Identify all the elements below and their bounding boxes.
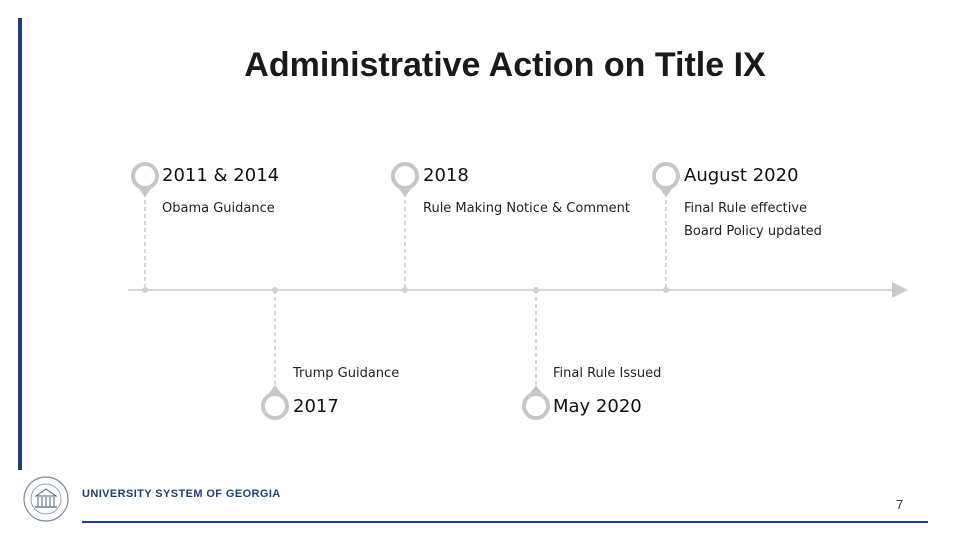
footer-divider [82, 521, 928, 523]
event-date-august-2020: August 2020 [684, 165, 799, 186]
timeline-marker-may-2020 [524, 287, 548, 418]
usg-seal-logo [14, 474, 78, 524]
event-description-2017: Trump Guidance [293, 366, 400, 381]
timeline-marker-2018 [393, 164, 417, 293]
timeline-marker-2011-2014 [133, 164, 157, 293]
event-date-2018: 2018 [423, 165, 469, 186]
slide-title: Administrative Action on Title IX [244, 46, 766, 84]
event-description-2011-2014: Obama Guidance [162, 201, 275, 216]
event-description-may-2020: Final Rule Issued [553, 366, 662, 381]
event-date-may-2020: May 2020 [553, 396, 642, 417]
page-number: 7 [896, 497, 904, 512]
event-date-2017: 2017 [293, 396, 339, 417]
event-date-2011-2014: 2011 & 2014 [162, 165, 280, 186]
event-description-august-2020-line-1: Final Rule effective [684, 201, 808, 216]
timeline-marker-2017 [263, 287, 287, 418]
event-description-august-2020-line-2: Board Policy updated [684, 224, 822, 239]
event-description-2018: Rule Making Notice & Comment [423, 201, 631, 216]
timeline-marker-august-2020 [654, 164, 678, 293]
organization-name: UNIVERSITY SYSTEM OF GEORGIA [82, 488, 281, 500]
